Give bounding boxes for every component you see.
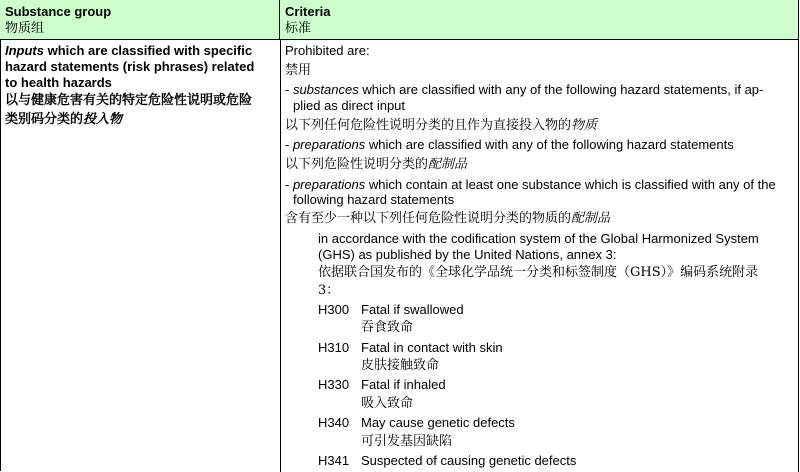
hazard-statement: Fatal in contact with skin xyxy=(361,340,503,355)
substance-group-zh-2: 类别码分类的投入物 xyxy=(5,112,123,127)
preparations-line-1: - preparations which are classified with any of the following hazard statements xyxy=(285,137,734,152)
hazard-code: H300 xyxy=(318,302,350,317)
ghs-line-2: (GHS) as published by the United Nations, annex 3: xyxy=(318,247,617,262)
substances-line-2: plied as direct input xyxy=(293,98,406,113)
hazard-statement-zh: 可引发基因缺陷 xyxy=(361,434,453,449)
header-criteria-zh: 标准 xyxy=(285,21,312,36)
hazard-statement-zh: 吸入致命 xyxy=(361,396,414,411)
prohibited-label: Prohibited are: xyxy=(285,43,370,58)
header-substance-group: Substance group xyxy=(5,4,112,19)
hazard-code: H341 xyxy=(318,453,350,468)
hazard-code: H310 xyxy=(318,340,350,355)
substances-zh: 以下列任何危险性说明分类的且作为直接投入物的物质 xyxy=(285,118,598,133)
header-cell-criteria xyxy=(280,0,799,40)
hazard-statement: Fatal if swallowed xyxy=(361,302,464,317)
substances-line-1: - substances which are classified with any of the following hazard statements, if ap- xyxy=(285,82,764,97)
preparations-substance-line-2: following hazard statements xyxy=(293,192,455,207)
hazard-statement: Suspected of causing genetic defects xyxy=(361,453,577,468)
column-divider xyxy=(280,40,281,472)
preparations-substance-zh: 含有至少一种以下列任何危险性说明分类的物质的配制品 xyxy=(285,211,611,226)
prohibited-label-zh: 禁用 xyxy=(285,63,312,78)
substance-group-line-3: to health hazards xyxy=(5,75,112,90)
substance-group-zh-1: 以与健康危害有关的特定危险性说明或危险 xyxy=(5,93,253,108)
right-border xyxy=(798,40,799,472)
substance-group-line-2: hazard statements (risk phrases) related xyxy=(5,59,255,74)
hazard-code: H340 xyxy=(318,415,350,430)
preparations-substance-line-1: - preparations which contain at least one substance which is classified with any of the xyxy=(285,177,776,192)
hazard-statement: Fatal if inhaled xyxy=(361,377,446,392)
preparations-zh: 以下列危险性说明分类的配制品 xyxy=(285,157,468,172)
ghs-zh-1: 依据联合国发布的《全球化学品统一分类和标签制度（GHS）》编码系统附录 xyxy=(318,265,759,280)
ghs-zh-2: 3： xyxy=(318,283,340,298)
ghs-line-1: in accordance with the codification system of the Global Harmonized System xyxy=(318,231,759,246)
hazard-statement-zh: 皮肤接触致命 xyxy=(361,358,440,373)
hazard-statement-zh: 吞食致命 xyxy=(361,320,414,335)
hazard-code: H330 xyxy=(318,377,350,392)
header-criteria: Criteria xyxy=(285,4,331,19)
substance-group-line-1: Inputs which are classified with specific xyxy=(5,43,253,58)
header-substance-group-zh: 物质组 xyxy=(5,21,45,36)
hazard-statement: May cause genetic defects xyxy=(361,415,515,430)
